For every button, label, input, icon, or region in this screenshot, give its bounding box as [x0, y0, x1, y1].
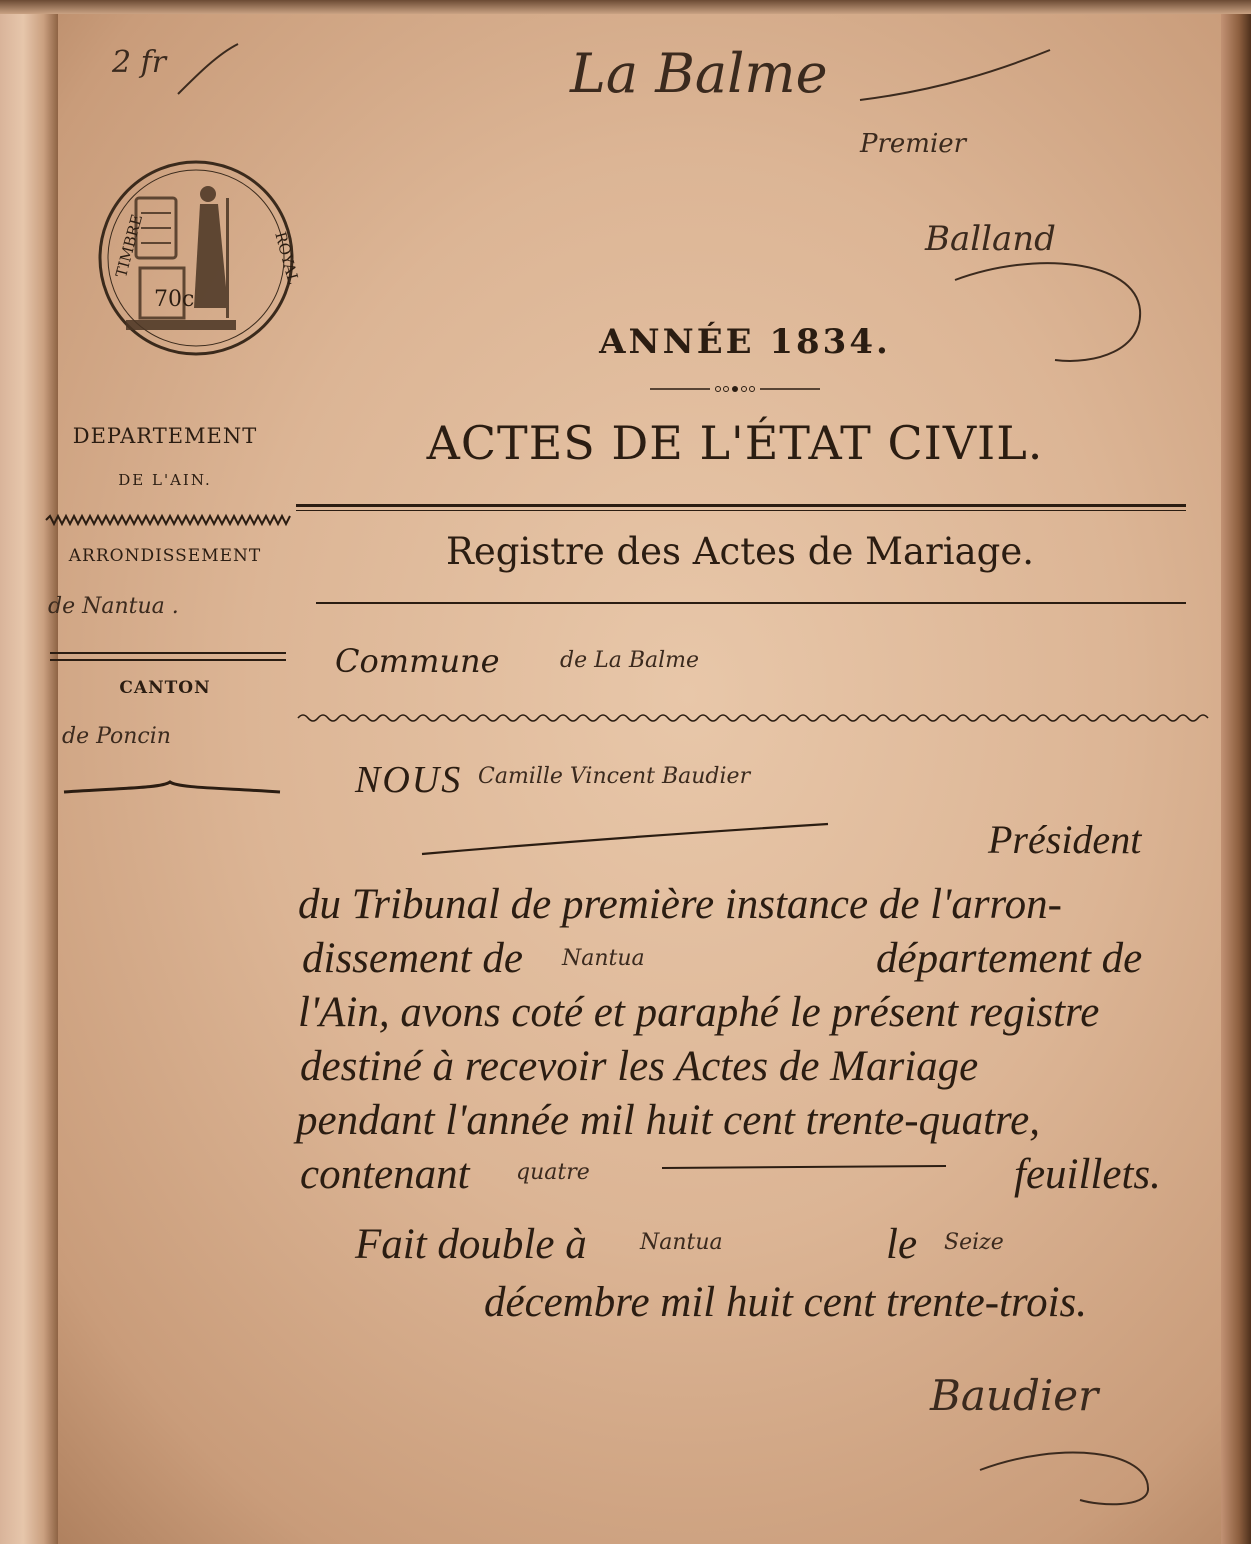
- blank-dash: [660, 1160, 950, 1174]
- president-name-handwriting: Camille Vincent Baudier: [478, 764, 751, 789]
- corner-note-handwriting: [108, 34, 298, 104]
- year-heading: ANNÉE 1834.: [599, 322, 891, 362]
- page-top-edge: [0, 0, 1251, 14]
- registre-rule: [316, 602, 1186, 604]
- departement-title: DEPARTEMENT: [72, 424, 258, 448]
- zigzag-divider: [46, 514, 282, 526]
- top-handwritten-signature: [560, 30, 1060, 120]
- commune-label: Commune: [335, 642, 500, 680]
- heading-rule: [296, 504, 1186, 511]
- text-line-5: destiné à recevoir les Actes de Mariage: [300, 1043, 979, 1090]
- arrondissement-handwriting: de Nantua .: [48, 594, 179, 619]
- text-line-7-end: feuillets.: [1014, 1151, 1161, 1198]
- actes-heading: ACTES DE L'ÉTAT CIVIL.: [426, 416, 1044, 470]
- ornament-divider: [650, 382, 820, 396]
- ballandy-signature: [915, 170, 1155, 370]
- canton-flourish: [62, 778, 282, 802]
- feuillets-count-handwriting: quatre: [516, 1160, 590, 1185]
- arrondissement-name-handwriting: Nantua: [562, 946, 645, 971]
- page-edge: [1221, 0, 1251, 1544]
- handwritten-underline: [420, 818, 830, 858]
- text-line-8-mid: le: [886, 1221, 918, 1268]
- canton-title: CANTON: [119, 678, 211, 698]
- signature-text: Baudier: [930, 1371, 1099, 1420]
- president-title: Président: [988, 817, 1142, 862]
- stamp-ring-right: ROYAL: [271, 229, 303, 286]
- top-signature-text: La Balme: [570, 42, 828, 105]
- text-line-2: du Tribunal de première instance de l'arron-: [298, 881, 1063, 928]
- registre-heading: Registre des Actes de Mariage.: [446, 530, 1034, 573]
- place-handwriting: Nantua: [640, 1230, 723, 1255]
- departement-name: DE L'AIN.: [118, 471, 212, 489]
- stamp-value: 70c: [154, 287, 195, 312]
- day-handwriting: Seize: [944, 1230, 1004, 1255]
- premier-handwriting: [858, 118, 1038, 163]
- wave-divider: [298, 712, 1183, 724]
- text-line-8-start: Fait double à: [355, 1221, 587, 1268]
- text-line-3-start: dissement de: [302, 935, 523, 982]
- corner-note-text: 2 fr: [112, 45, 167, 80]
- commune-handwriting: de La Balme: [560, 648, 700, 673]
- stamp-ring-left: TIMBRE: [112, 212, 147, 280]
- double-rule: [50, 652, 286, 661]
- text-line-7-start: contenant: [300, 1151, 470, 1198]
- page-binding: [0, 0, 58, 1544]
- text-line-3-end: département de: [876, 935, 1143, 982]
- text-line-6: pendant l'année mil huit cent trente-quatre,: [296, 1097, 1040, 1144]
- canton-handwriting: de Poncin: [62, 724, 171, 749]
- president-signature: [900, 1340, 1160, 1510]
- arrondissement-title: ARRONDISSEMENT: [68, 546, 262, 566]
- text-line-4: l'Ain, avons coté et paraphé le présent registre: [298, 989, 1100, 1036]
- royal-stamp-seal: [96, 158, 303, 358]
- nous-label: NOUS: [355, 759, 463, 801]
- premier-text: Premier: [860, 129, 967, 159]
- text-line-9: décembre mil huit cent trente-trois.: [484, 1279, 1088, 1326]
- ballandy-text: Balland: [925, 219, 1056, 259]
